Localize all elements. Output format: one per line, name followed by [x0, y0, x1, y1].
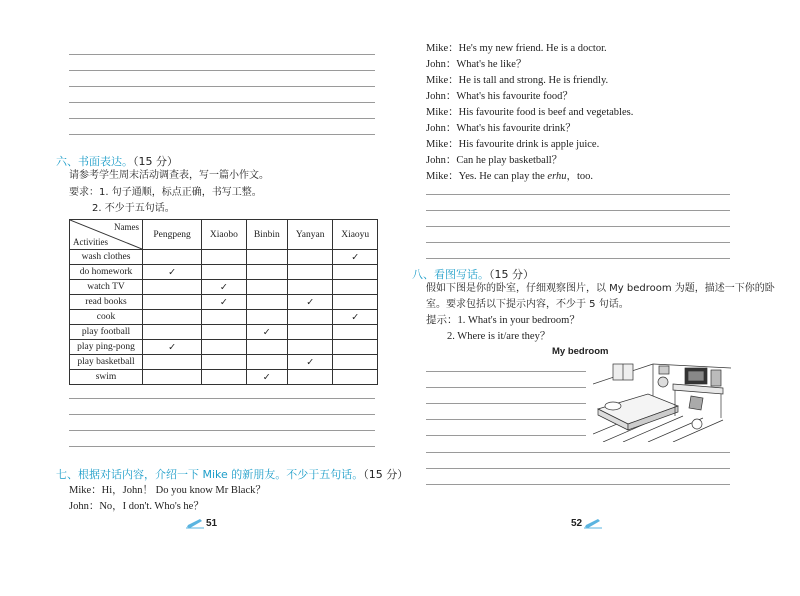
check-mark-cell: ✓: [333, 310, 378, 325]
activity-survey-table: [69, 219, 378, 385]
section6-requirement-2: 2. 不少于五句话。: [92, 203, 175, 214]
empty-cell: [143, 310, 202, 325]
writing-line: [69, 446, 375, 447]
table-corner-cell: [70, 220, 143, 250]
writing-line: [69, 134, 375, 135]
dialogue-line: John：Can he play basketball？: [426, 155, 563, 166]
writing-line: [69, 86, 375, 87]
dialogue-line-last: [426, 171, 593, 183]
activity-cell: do homework: [70, 265, 143, 280]
writing-line: [426, 468, 730, 469]
writing-line: [426, 242, 730, 243]
table-row: [70, 250, 378, 265]
empty-cell: [202, 310, 247, 325]
empty-cell: [287, 370, 332, 385]
empty-cell: [202, 370, 247, 385]
table-row: [70, 295, 378, 310]
empty-cell: [246, 340, 287, 355]
table-row: [70, 340, 378, 355]
empty-cell: [287, 325, 332, 340]
dialogue-line: John：What's he like？: [426, 59, 527, 70]
section8-title: 八、看图写话。: [412, 268, 489, 281]
writing-line: [426, 387, 586, 388]
writing-line: [426, 419, 586, 420]
writing-line: [426, 210, 730, 211]
section6-title: 六、书面表达。: [56, 155, 133, 168]
empty-cell: [333, 325, 378, 340]
activity-cell: play ping-pong: [70, 340, 143, 355]
empty-cell: [143, 355, 202, 370]
activity-cell: watch TV: [70, 280, 143, 295]
empty-cell: [333, 295, 378, 310]
erhu-word: erhu: [547, 171, 567, 182]
dialogue-line: Mike：His favourite food is beef and vegetables.: [426, 107, 634, 118]
activity-cell: play football: [70, 325, 143, 340]
check-mark-cell: ✓: [143, 340, 202, 355]
check-mark-cell: ✓: [246, 370, 287, 385]
section8-hint-2: 2. Where is it/are they？: [447, 331, 551, 342]
dialogue-line: John：No，I don't. Who's he？: [69, 501, 204, 512]
section7-score: （15 分）: [363, 468, 409, 481]
empty-cell: [287, 340, 332, 355]
bedroom-illustration: [593, 354, 731, 442]
page-number-right: 52: [571, 518, 583, 529]
empty-cell: [246, 355, 287, 370]
dialogue-line: Mike：Hi，John！ Do you know Mr Black？: [69, 485, 266, 496]
writing-line: [69, 398, 375, 399]
activity-cell: wash clothes: [70, 250, 143, 265]
writing-line: [69, 118, 375, 119]
empty-cell: [202, 265, 247, 280]
pencil-icon: [584, 519, 602, 529]
corner-names-label: Names: [114, 222, 139, 232]
table-row: [70, 370, 378, 385]
table-row: [70, 280, 378, 295]
writing-line: [69, 70, 375, 71]
empty-cell: [246, 310, 287, 325]
dialogue-line: John：What's his favourite drink？: [426, 123, 576, 134]
section6-heading: [56, 153, 178, 169]
column-header: Binbin: [246, 220, 287, 250]
empty-cell: [333, 280, 378, 295]
activity-cell: swim: [70, 370, 143, 385]
dialogue-text: ，too.: [566, 171, 594, 182]
table-row: [70, 355, 378, 370]
check-mark-cell: ✓: [202, 280, 247, 295]
writing-line: [426, 484, 730, 485]
empty-cell: [246, 280, 287, 295]
empty-cell: [333, 355, 378, 370]
dialogue-line: Mike：He's my new friend. He is a doctor.: [426, 43, 607, 54]
empty-cell: [246, 295, 287, 310]
activity-cell: read books: [70, 295, 143, 310]
empty-cell: [143, 280, 202, 295]
empty-cell: [143, 325, 202, 340]
empty-cell: [246, 250, 287, 265]
table-header-row: [70, 220, 378, 250]
check-mark-cell: ✓: [143, 265, 202, 280]
column-header: Xiaobo: [202, 220, 247, 250]
check-mark-cell: ✓: [202, 295, 247, 310]
check-mark-cell: ✓: [287, 355, 332, 370]
writing-line: [69, 414, 375, 415]
section6-score: （15 分）: [133, 155, 178, 168]
check-mark-cell: ✓: [287, 295, 332, 310]
section6-requirement-1: 要求：1. 句子通顺，标点正确，书写工整。: [69, 187, 262, 198]
writing-line: [69, 102, 375, 103]
check-mark-cell: ✓: [246, 325, 287, 340]
writing-line: [426, 435, 586, 436]
writing-line: [426, 194, 730, 195]
dialogue-line: Mike：His favourite drink is apple juice.: [426, 139, 600, 150]
dialogue-line: John：What's his favourite food？: [426, 91, 573, 102]
column-header: Pengpeng: [143, 220, 202, 250]
section6-instruction: 请参考学生周末活动调查表，写一篇小作文。: [69, 170, 269, 181]
column-header: Xiaoyu: [333, 220, 378, 250]
empty-cell: [143, 250, 202, 265]
empty-cell: [287, 310, 332, 325]
dialogue-line: Mike：He is tall and strong. He is friendly.: [426, 75, 609, 86]
writing-line: [426, 258, 730, 259]
empty-cell: [202, 250, 247, 265]
dialogue-text: Mike：Yes. He can play the: [426, 171, 548, 182]
section8-instruction-2: 室。要求包括以下提示内容，不少于 5 句话。: [426, 299, 629, 310]
empty-cell: [333, 340, 378, 355]
section7-heading: [56, 466, 408, 482]
section8-instruction-1: 假如下图是你的卧室，仔细观察图片，以 My bedroom 为题，描述一下你的卧: [426, 283, 775, 294]
section7-title: 七、根据对话内容，介绍一下 Mike 的新朋友。不少于五句话。: [56, 468, 364, 481]
empty-cell: [333, 370, 378, 385]
empty-cell: [287, 280, 332, 295]
section8-hint-1: 提示：1. What's in your bedroom？: [426, 315, 580, 326]
writing-line: [69, 54, 375, 55]
writing-line: [426, 226, 730, 227]
empty-cell: [246, 265, 287, 280]
table-row: [70, 310, 378, 325]
section8-heading: [412, 266, 534, 282]
empty-cell: [287, 250, 332, 265]
empty-cell: [333, 265, 378, 280]
writing-line: [426, 452, 730, 453]
activity-cell: cook: [70, 310, 143, 325]
writing-line: [69, 430, 375, 431]
picture-title: My bedroom: [552, 346, 609, 357]
empty-cell: [202, 355, 247, 370]
activity-cell: play basketball: [70, 355, 143, 370]
table-row: [70, 265, 378, 280]
empty-cell: [202, 325, 247, 340]
check-mark-cell: ✓: [333, 250, 378, 265]
page-number-left: 51: [206, 518, 218, 529]
empty-cell: [143, 295, 202, 310]
column-header: Yanyan: [287, 220, 332, 250]
writing-line: [426, 371, 586, 372]
table-row: [70, 325, 378, 340]
pencil-icon: [186, 519, 204, 529]
writing-line: [426, 403, 586, 404]
section8-score: （15 分）: [489, 268, 534, 281]
empty-cell: [287, 265, 332, 280]
corner-activities-label: Activities: [73, 237, 108, 247]
empty-cell: [143, 370, 202, 385]
empty-cell: [202, 340, 247, 355]
